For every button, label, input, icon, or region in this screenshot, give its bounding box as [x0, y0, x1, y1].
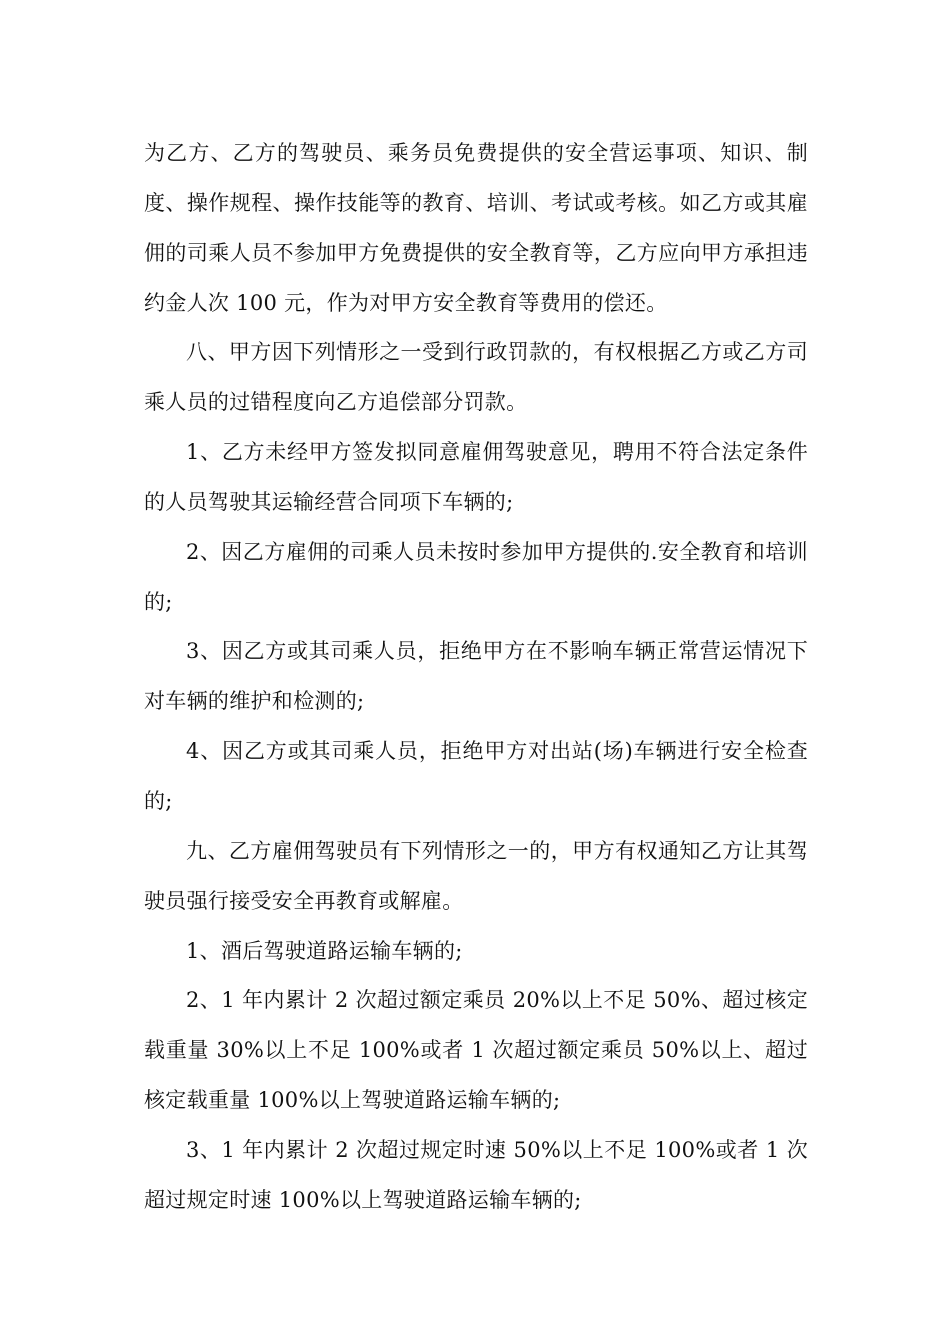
paragraph-clause-8-item-1: 1、乙方未经甲方签发拟同意雇佣驾驶意见，聘用不符合法定条件的人员驾驶其运输经营合同项下车辆的;	[144, 440, 808, 514]
paragraph-clause-8: 八、甲方因下列情形之一受到行政罚款的，有权根据乙方或乙方司乘人员的过错程度向乙方追偿部分罚款。	[144, 340, 808, 415]
paragraph-clause-9: 九、乙方雇佣驾驶员有下列情形之一的，甲方有权通知乙方让其驾驶员强行接受安全再教育或解雇。	[144, 838, 808, 913]
document-body	[144, 129, 808, 1226]
paragraph-clause-9-item-3: 3、1 年内累计 2 次超过规定时速 50%以上不足 100%或者 1 次超过规定时速 100%以上驾驶道路运输车辆的;	[144, 1137, 808, 1212]
paragraph-clause-8-item-3: 3、因乙方或其司乘人员，拒绝甲方在不影响车辆正常营运情况下对车辆的维护和检测的;	[144, 639, 808, 714]
paragraph-clause-9-item-1: 1、酒后驾驶道路运输车辆的;	[186, 938, 463, 963]
paragraph-clause-8-item-2: 2、因乙方雇佣的司乘人员未按时参加甲方提供的.安全教育和培训的;	[144, 539, 808, 614]
paragraph-clause-9-item-2: 2、1 年内累计 2 次超过额定乘员 20%以上不足 50%、超过核定载重量 30%以上不足 100%或者 1 次超过额定乘员 50%以上、超过核定载重量 100%以上驾驶道路运输车辆的;	[144, 988, 808, 1113]
paragraph-continuation: 为乙方、乙方的驾驶员、乘务员免费提供的安全营运事项、知识、制度、操作规程、操作技能等的教育、培训、考试或考核。如乙方或其雇佣的司乘人员不参加甲方免费提供的安全教育等，乙方应向甲方承担违约金人次 100 元，作为对甲方安全教育等费用的偿还。	[144, 141, 808, 315]
paragraph-clause-8-item-4: 4、因乙方或其司乘人员，拒绝甲方对出站(场)车辆进行安全检查的;	[144, 739, 808, 813]
